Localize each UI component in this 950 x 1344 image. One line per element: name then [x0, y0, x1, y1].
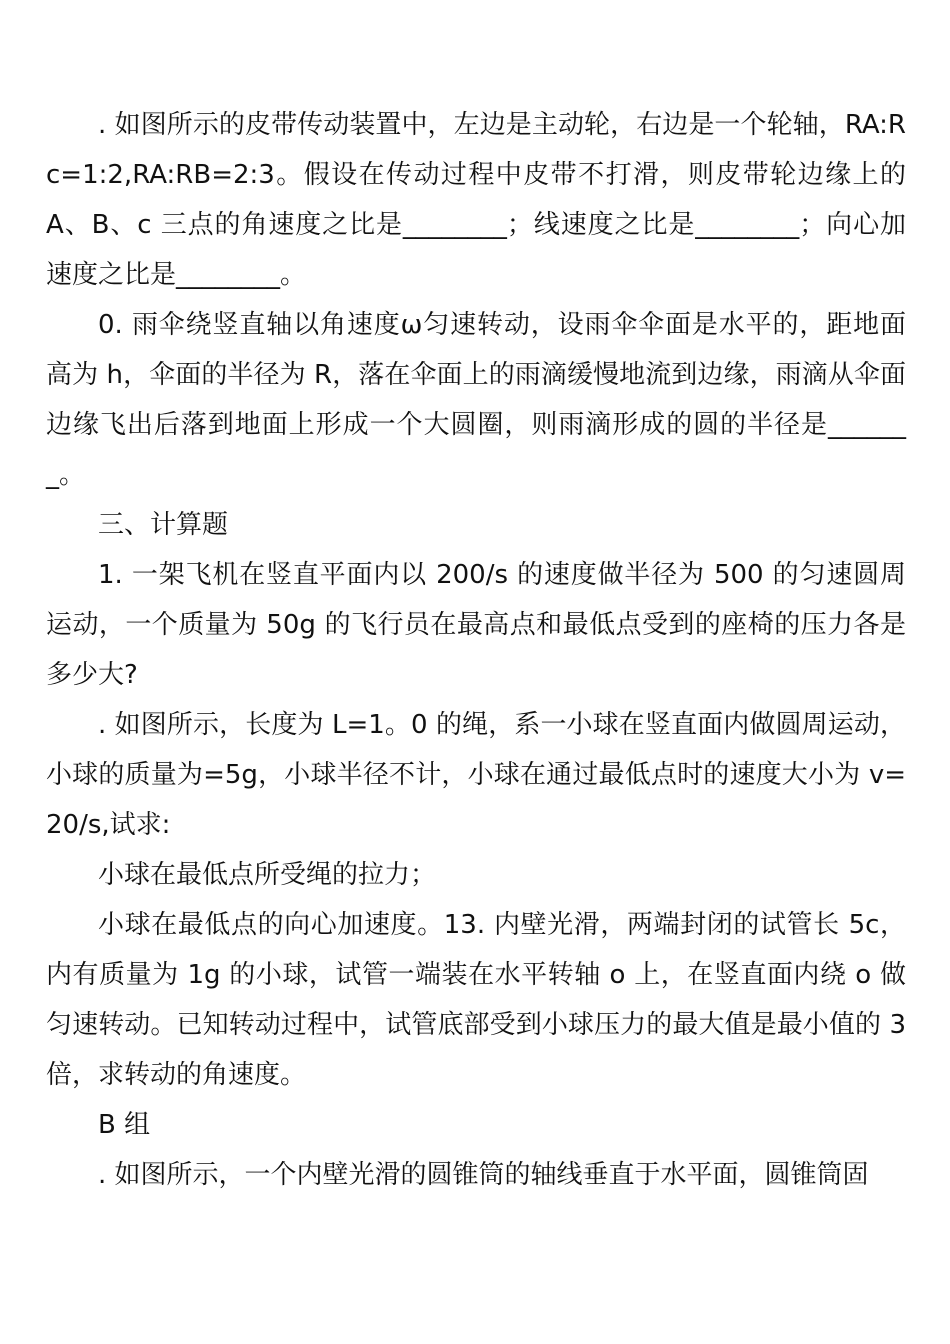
document-page [46, 100, 906, 1200]
question-test-tube: 小球在最低点的向心加速度。13. 内壁光滑，两端封闭的试管长 5c，内有质量为 1g 的小球，试管一端装在水平转轴 o 上，在竖直面内绕 o 做匀速转动。已知转动过程中，试管底部受到小球压力的最大值是最小值的 3 倍，求转动的角速度。 [46, 910, 906, 1090]
question-cone: . 如图所示，一个内壁光滑的圆锥筒的轴线垂直于水平面，圆锥筒固 [98, 1160, 869, 1190]
question-umbrella-raindrop: 0. 雨伞绕竖直轴以角速度ω匀速转动，设雨伞伞面是水平的，距地面高为 h，伞面的半径为 R，落在伞面上的雨滴缓慢地流到边缘，雨滴从伞面边缘飞出后落到地面上形成一个大圆圈，则雨滴形成的圆的半径是_______。 [46, 310, 906, 490]
group-heading-b: B 组 [98, 1110, 151, 1140]
section-heading-calculation: 三、计算题 [98, 510, 229, 540]
question-belt-drive: . 如图所示的皮带传动装置中，左边是主动轮，右边是一个轮轴，RA:Rc=1:2,RA:RB=2:3。假设在传动过程中皮带不打滑，则皮带轮边缘上的 A、B、c 三点的角速度之比是________；线速度之比是________；向心加速度之比是________。 [46, 110, 906, 290]
question-airplane-pilot: 1. 一架飞机在竖直平面内以 200/s 的速度做半径为 500 的匀速圆周运动，一个质量为 50g 的飞行员在最高点和最低点受到的座椅的压力各是多少大? [46, 560, 906, 690]
sub-question-tension: 小球在最低点所受绳的拉力； [98, 860, 437, 890]
question-rope-ball: . 如图所示，长度为 L=1。0 的绳，系一小球在竖直面内做圆周运动，小球的质量为=5g，小球半径不计，小球在通过最低点时的速度大小为 v=20/s,试求: [46, 710, 906, 840]
